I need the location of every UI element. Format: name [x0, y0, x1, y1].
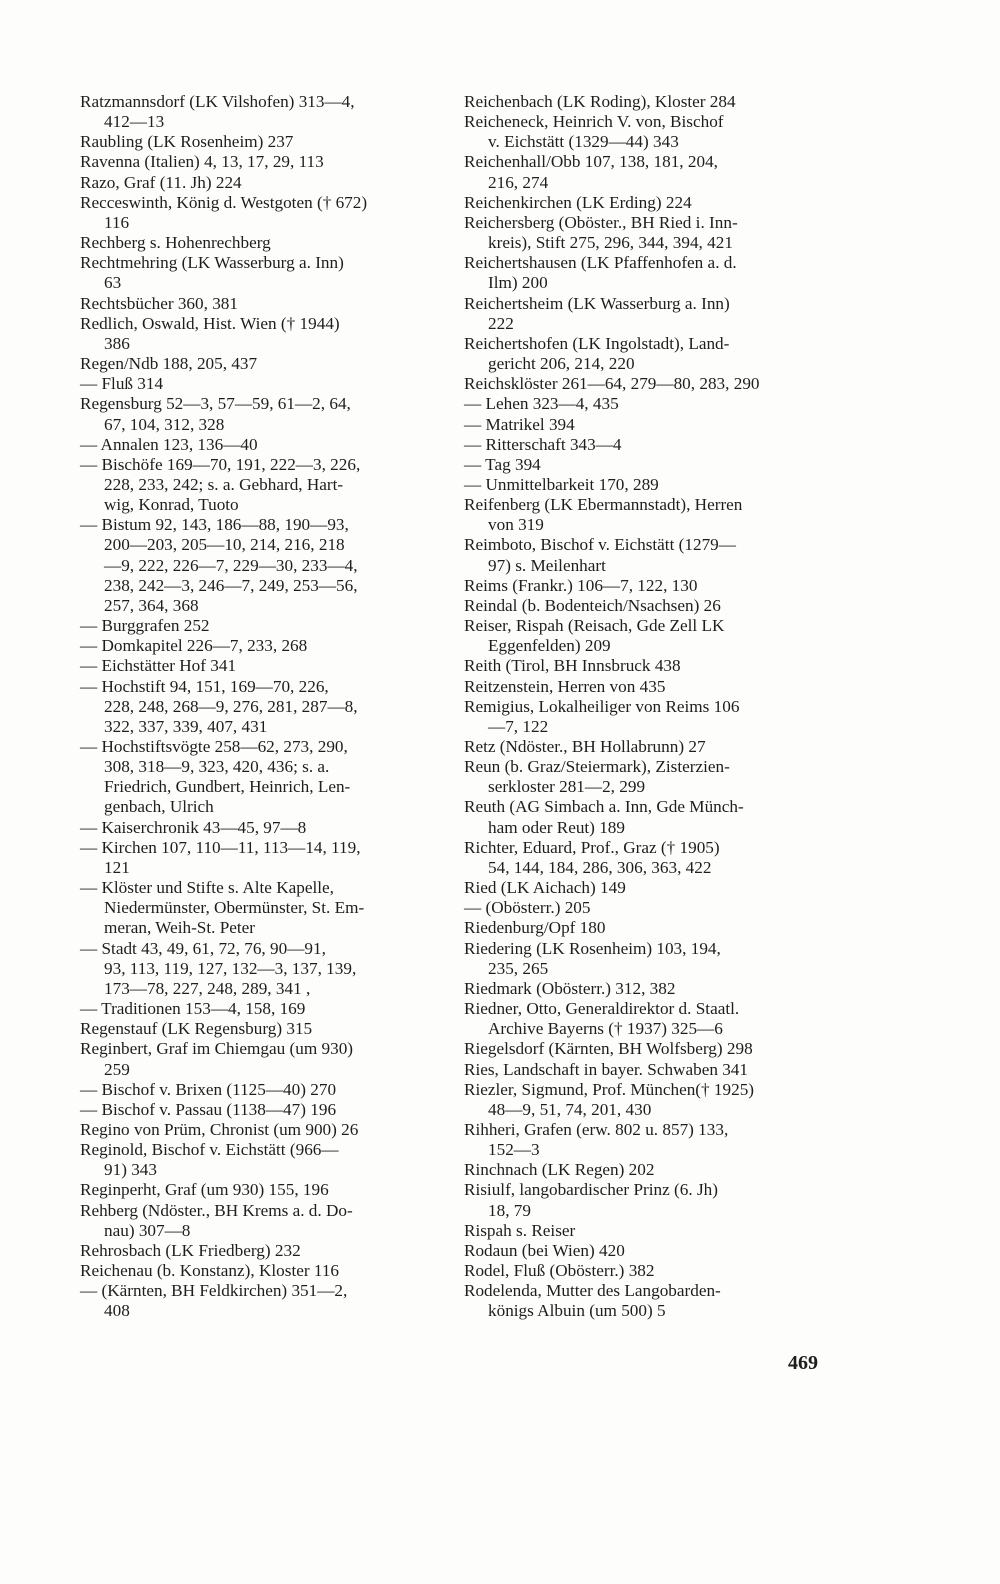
index-entry: Reginperht, Graf (um 930) 155, 196: [80, 1180, 329, 1200]
index-entry: Regenstauf (LK Regensburg) 315: [80, 1019, 313, 1039]
index-entry: Rehberg (Ndöster., BH Krems a. d. Do- nau) 307—8: [80, 1200, 353, 1240]
index-entry: Ried (LK Aichach) 149: [464, 878, 626, 898]
index-entry: Richter, Eduard, Prof., Graz († 1905) 54, 144, 184, 286, 306, 363, 422: [464, 837, 720, 877]
index-entry: Reitzenstein, Herren von 435: [464, 676, 666, 696]
index-entry: Reichertshausen (LK Pfaffenhofen a. d. Ilm) 200: [464, 253, 737, 293]
index-entry: Reindal (b. Bodenteich/Nsachsen) 26: [464, 595, 721, 615]
index-entry: — Unmittelbarkeit 170, 289: [464, 474, 659, 494]
index-entry: — Klöster und Stifte s. Alte Kapelle, Niedermünster, Obermünster, St. Em- meran, Weih-St. Peter: [80, 878, 365, 938]
index-entry: Rodaun (bei Wien) 420: [464, 1240, 625, 1260]
index-entry: Reifenberg (LK Ebermannstadt), Herren von 319: [464, 495, 743, 535]
index-entry: — (Kärnten, BH Feldkirchen) 351—2, 408: [80, 1281, 348, 1321]
index-entry: — Stadt 43, 49, 61, 72, 76, 90—91, 93, 113, 119, 127, 132—3, 137, 139, 173—78, 227, 248, 289, 341 ,: [80, 938, 357, 998]
index-column-left: [80, 92, 442, 1322]
index-entry: Reichenau (b. Konstanz), Kloster 116: [80, 1261, 340, 1281]
index-entry: — Fluß 314: [80, 374, 164, 394]
index-entry: Redlich, Oswald, Hist. Wien († 1944) 386: [80, 313, 340, 353]
index-entry: Ratzmannsdorf (LK Vilshofen) 313—4, 412—13: [80, 92, 355, 132]
index-entry: Ravenna (Italien) 4, 13, 17, 29, 113: [80, 152, 324, 172]
index-entry: Risiulf, langobardischer Prinz (6. Jh) 18, 79: [464, 1180, 718, 1220]
index-entry: — (Oböstеrr.) 205: [464, 898, 591, 918]
index-entry: Rodelenda, Mutter des Langobarden- königs Albuin (um 500) 5: [464, 1281, 721, 1321]
index-entry: Reichenhall/Obb 107, 138, 181, 204, 216, 274: [464, 152, 718, 192]
index-entry: Riedner, Otto, Generaldirektor d. Staatl. Archive Bayerns († 1937) 325—6: [464, 999, 740, 1039]
index-entry: Rinchnach (LK Regen) 202: [464, 1160, 655, 1180]
index-entry: Rodel, Fluß (Oböstеrr.) 382: [464, 1261, 655, 1281]
index-entry: Reimboto, Bischof v. Eichstätt (1279— 97) s. Meilenhart: [464, 535, 736, 575]
index-entry: Reichertshofen (LK Ingolstadt), Land- gericht 206, 214, 220: [464, 333, 730, 374]
index-entry: Reuth (AG Simbach a. Inn, Gde Münch- ham oder Reut) 189: [464, 797, 744, 837]
index-entry: — Bischof v. Passau (1138—47) 196: [80, 1099, 337, 1119]
index-entry: Rechtmehring (LK Wasserburg a. Inn) 63: [80, 253, 344, 293]
index-entry: Reims (Frankr.) 106—7, 122, 130: [464, 575, 698, 595]
index-entry: Regen/Ndb 188, 205, 437: [80, 354, 258, 374]
index-entry: Rispah s. Reiser: [464, 1220, 576, 1240]
index-entry: — Annalen 123, 136—40: [80, 434, 258, 454]
index-entry: Riedering (LK Rosenheim) 103, 194, 235, 265: [464, 938, 721, 978]
index-entry: — Kaiserchronik 43—45, 97—8: [80, 817, 307, 837]
index-entry: Reichsklöster 261—64, 279—80, 283, 290: [464, 374, 760, 394]
index-entry: Rihheri, Grafen (erw. 802 u. 857) 133, 152—3: [464, 1119, 729, 1160]
index-entry: Ries, Landschaft in bayer. Schwaben 341: [464, 1059, 748, 1079]
index-entry: Reun (b. Graz/Steiermark), Zisterzien- serkloster 281—2, 299: [464, 757, 730, 797]
index-entry: — Domkapitel 226—7, 233, 268: [80, 636, 308, 656]
index-entry: — Matrikel 394: [464, 414, 575, 434]
index-entry: — Eichstätter Hof 341: [80, 656, 237, 676]
index-entry: — Bistum 92, 143, 186—88, 190—93, 200—203, 205—10, 214, 216, 218 —9, 222, 226—7, 229—30, 233—4, 238, 242—3, 246—7, 249, 253—56, 257, 364, 368: [80, 515, 358, 615]
index-entry: Reiser, Rispah (Reisach, Gde Zell LK Eggenfelden) 209: [464, 616, 725, 656]
index-entry: — Ritterschaft 343—4: [464, 434, 622, 454]
index-column-right: [464, 92, 836, 1322]
index-entry: Reichenbach (LK Roding), Kloster 284: [464, 92, 736, 111]
index-entry: Retz (Ndöster., BH Hollabrunn) 27: [464, 737, 706, 756]
index-entry: Recceswinth, König d. Westgoten († 672) 116: [80, 192, 368, 232]
index-entry: Riedmark (Oböstеrr.) 312, 382: [464, 978, 676, 998]
index-entry: — Traditionen 153—4, 158, 169: [80, 999, 306, 1019]
index-entry: Reith (Tirol, BH Innsbruck 438: [464, 656, 681, 676]
index-entry: — Kirchen 107, 110—11, 113—14, 119, 121: [80, 837, 361, 877]
index-entry: — Lehen 323—4, 435: [464, 394, 619, 414]
index-entry: Reicheneck, Heinrich V. von, Bischof v. Eichstätt (1329—44) 343: [464, 112, 724, 152]
index-entry: Reichertsheim (LK Wasserburg a. Inn) 222: [464, 293, 730, 333]
index-entry: Regino von Prüm, Chronist (um 900) 26: [80, 1119, 359, 1139]
index-entry: Regensburg 52—3, 57—59, 61—2, 64, 67, 104, 312, 328: [80, 394, 351, 434]
index-entry: Reichersberg (Oböster., BH Ried i. Inn- kreis), Stift 275, 296, 344, 394, 421: [464, 212, 738, 253]
page-number: 469: [788, 1352, 818, 1374]
index-entry: Raubling (LK Rosenheim) 237: [80, 132, 294, 152]
index-entry: Remigius, Lokalheiliger von Reims 106 —7, 122: [464, 696, 740, 736]
index-entry: Reginold, Bischof v. Eichstätt (966— 91) 343: [80, 1140, 339, 1180]
index-entry: Rechberg s. Hohenrechberg: [80, 233, 271, 253]
index-entry: — Burggrafen 252: [80, 616, 210, 636]
index-entry: Riezler, Sigmund, Prof. München(† 1925) 48—9, 51, 74, 201, 430: [464, 1079, 755, 1119]
index-entry: Rehrosbach (LK Friedberg) 232: [80, 1240, 301, 1260]
index-entry: Reichenkirchen (LK Erding) 224: [464, 192, 692, 212]
index-entry: Rechtsbücher 360, 381: [80, 293, 238, 313]
index-entry: — Hochstiftsvögte 258—62, 273, 290, 308, 318—9, 323, 420, 436; s. a. Friedrich, Gundbert, Heinrich, Len- genbach, Ulrich: [80, 737, 351, 817]
index-entry: Reginbert, Graf im Chiemgau (um 930) 259: [80, 1039, 354, 1079]
index-entry: Riedenburg/Opf 180: [464, 918, 606, 938]
index-entry: — Bischof v. Brixen (1125—40) 270: [80, 1079, 337, 1099]
index-entry: — Hochstift 94, 151, 169—70, 226, 228, 248, 268—9, 276, 281, 287—8, 322, 337, 339, 407, 431: [80, 676, 358, 736]
index-entry: — Tag 394: [464, 454, 541, 474]
index-entry: Razo, Graf (11. Jh) 224: [80, 172, 242, 192]
index-entry: — Bischöfe 169—70, 191, 222—3, 226, 228, 233, 242; s. a. Gebhard, Hart- wig, Konrad, Tuoto: [80, 454, 361, 515]
index-entry: Riegelsdorf (Kärnten, BH Wolfsberg) 298: [464, 1039, 753, 1059]
